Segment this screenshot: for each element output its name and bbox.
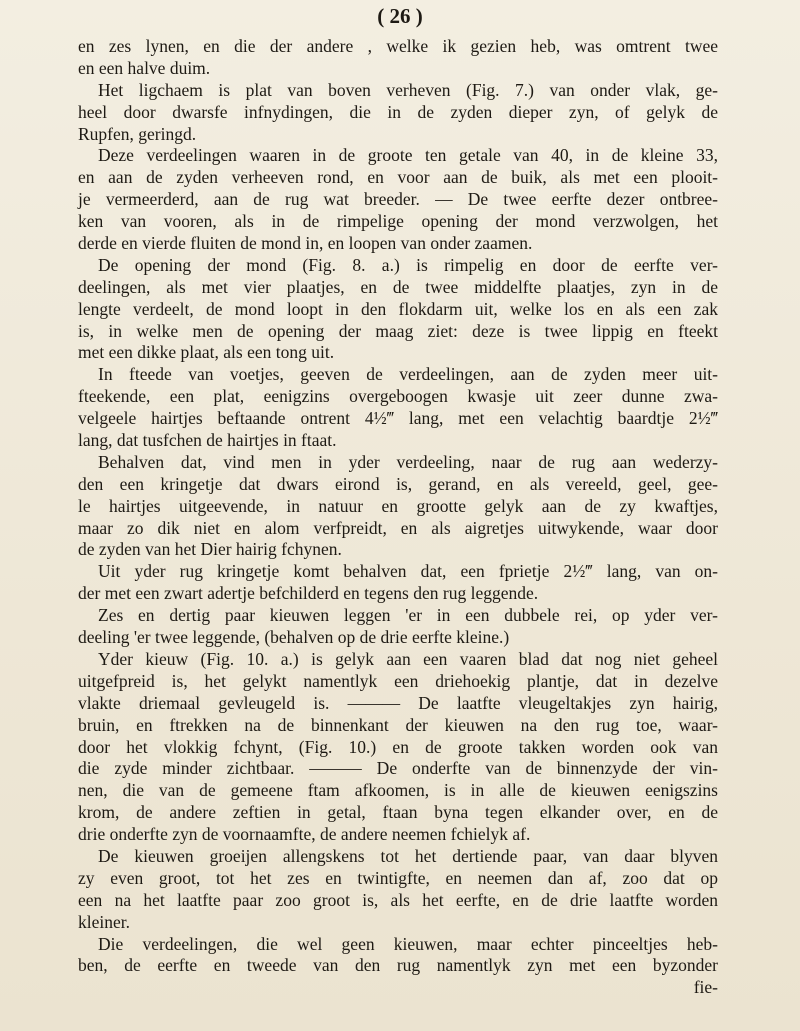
text-line: Zes en dertig paar kieuwen leggen 'er in een dubbele rei, op yder ver- <box>98 605 718 626</box>
text-line: der met een zwart adertje befchilderd en tegens den rug leggende. <box>78 583 539 604</box>
text-line: De kieuwen groeijen allengskens tot het dertiende paar, van daar blyven <box>98 845 718 866</box>
text-line: vlakte driemaal gevleugeld is. ——— De laatfte vleugeltakjes zyn hairig, <box>78 692 718 713</box>
text-line: en aan de zyden verheeven rond, en voor aan de buik, als met een plooit- <box>78 167 718 188</box>
text-line: drie onderfte zyn de voornaamfte, de andere neemen fchielyk af. <box>78 824 531 845</box>
text-line: den een kringetje dat dwars eirond is, gerand, en als vereeld, geel, gee- <box>78 473 718 494</box>
text-line: ken van vooren, als in de rimpelige opening der mond verzwolgen, het <box>78 211 718 232</box>
text-line: Uit yder rug kringetje komt behalven dat, een fprietje 2½‴ lang, van on- <box>98 561 718 582</box>
text-line: Die verdeelingen, die wel geen kieuwen, maar echter pinceeltjes heb- <box>98 933 718 954</box>
text-line: lengte verdeelt, de mond loopt in den flokdarm uit, welke los en als een zak <box>78 298 718 319</box>
text-line: fteekende, een plat, eenigzins overgeboogen kwasje uit zeer dunne zwa- <box>78 386 718 407</box>
text-line: een na het laatfte paar zoo groot is, als het eerfte, en de drie laatfte worden <box>78 889 718 910</box>
text-line: derde en vierde fluiten de mond in, en loopen van onder zaamen. <box>78 233 533 254</box>
text-line: is, in welke men de opening der maag ziet: deze is twee lippig en fteekt <box>78 320 718 341</box>
text-line: en een halve duim. <box>78 57 211 78</box>
text-line: deelingen, als met vier plaatjes, en de twee middelfte plaatjes, zyn in de <box>78 276 718 297</box>
text-line: je vermeerderd, aan de rug wat breeder. — De twee eerfte dezer ontbree- <box>78 189 718 210</box>
text-line: ben, de eerfte en tweede van den rug namentlyk zyn met een byzonder <box>78 955 718 976</box>
text-line: uitgefpreid is, het gelykt namentlyk een driehoekig plantje, dat in dezelve <box>78 670 718 691</box>
text-line: velgeele hairtjes beftaande ontrent 4½‴ lang, met een velachtig baardtje 2½‴ <box>78 408 718 429</box>
text-line: Deze verdeelingen waaren in de groote ten getale van 40, in de kleine 33, <box>98 145 718 166</box>
text-line: en zes lynen, en die der andere , welke ik gezien heb, was omtrent twee <box>78 36 718 56</box>
text-line: nen, die van de gemeene ftam afkoomen, is in alle de kieuwen eenigszins <box>78 780 718 801</box>
text-line: fie- <box>693 977 718 998</box>
page-number: ( 26 ) <box>377 4 423 28</box>
text-line: le hairtjes uitgeevende, in natuur en grootte gelyk aan de zy kwaftjes, <box>78 495 718 516</box>
text-line: De opening der mond (Fig. 8. a.) is rimpelig en door de eerfte ver- <box>98 254 718 275</box>
text-line: Rupfen, geringd. <box>78 123 197 144</box>
text-line: Het ligchaem is plat van boven verheven (Fig. 7.) van onder vlak, ge- <box>98 79 718 100</box>
text-line: deeling 'er twee leggende, (behalven op de drie eerfte kleine.) <box>78 627 510 648</box>
text-line: maar zo dik niet en alom verfpreidt, en als aigretjes uitwykende, waar door <box>78 517 718 538</box>
text-line: Behalven dat, vind men in yder verdeeling, naar de rug aan wederzy- <box>98 451 718 472</box>
text-line: die zyde minder zichtbaar. ——— De onderfte van de binnenzyde der vin- <box>78 758 718 779</box>
text-line: bruin, en ftrekken na de binnenkant der kieuwen na den rug toe, waar- <box>78 714 718 735</box>
text-line: lang, dat tusfchen de hairtjes in ftaat. <box>78 430 337 451</box>
text-line: Yder kieuw (Fig. 10. a.) is gelyk aan een vaaren blad dat nog niet geheel <box>98 648 718 669</box>
body-text <box>78 36 718 999</box>
text-line: door het vlokkig fchynt, (Fig. 10.) en de groote takken worden ook van <box>78 736 718 757</box>
text-line: kleiner. <box>78 911 130 932</box>
text-line: heel door dwarsfe infnydingen, die in de zyden dieper zyn, of gelyk de <box>78 101 718 122</box>
text-line: zy even groot, tot het zes en twintigfte, en neemen dan af, zoo dat op <box>78 867 718 888</box>
text-line: In fteede van voetjes, geeven de verdeelingen, aan de zyden meer uit- <box>98 364 718 385</box>
text-line: krom, de andere zeftien in getal, ftaan byna tegen elkander over, en de <box>78 802 718 823</box>
text-line: met een dikke plaat, als een tong uit. <box>78 342 335 363</box>
text-line: de zyden van het Dier hairig fchynen. <box>78 539 342 560</box>
